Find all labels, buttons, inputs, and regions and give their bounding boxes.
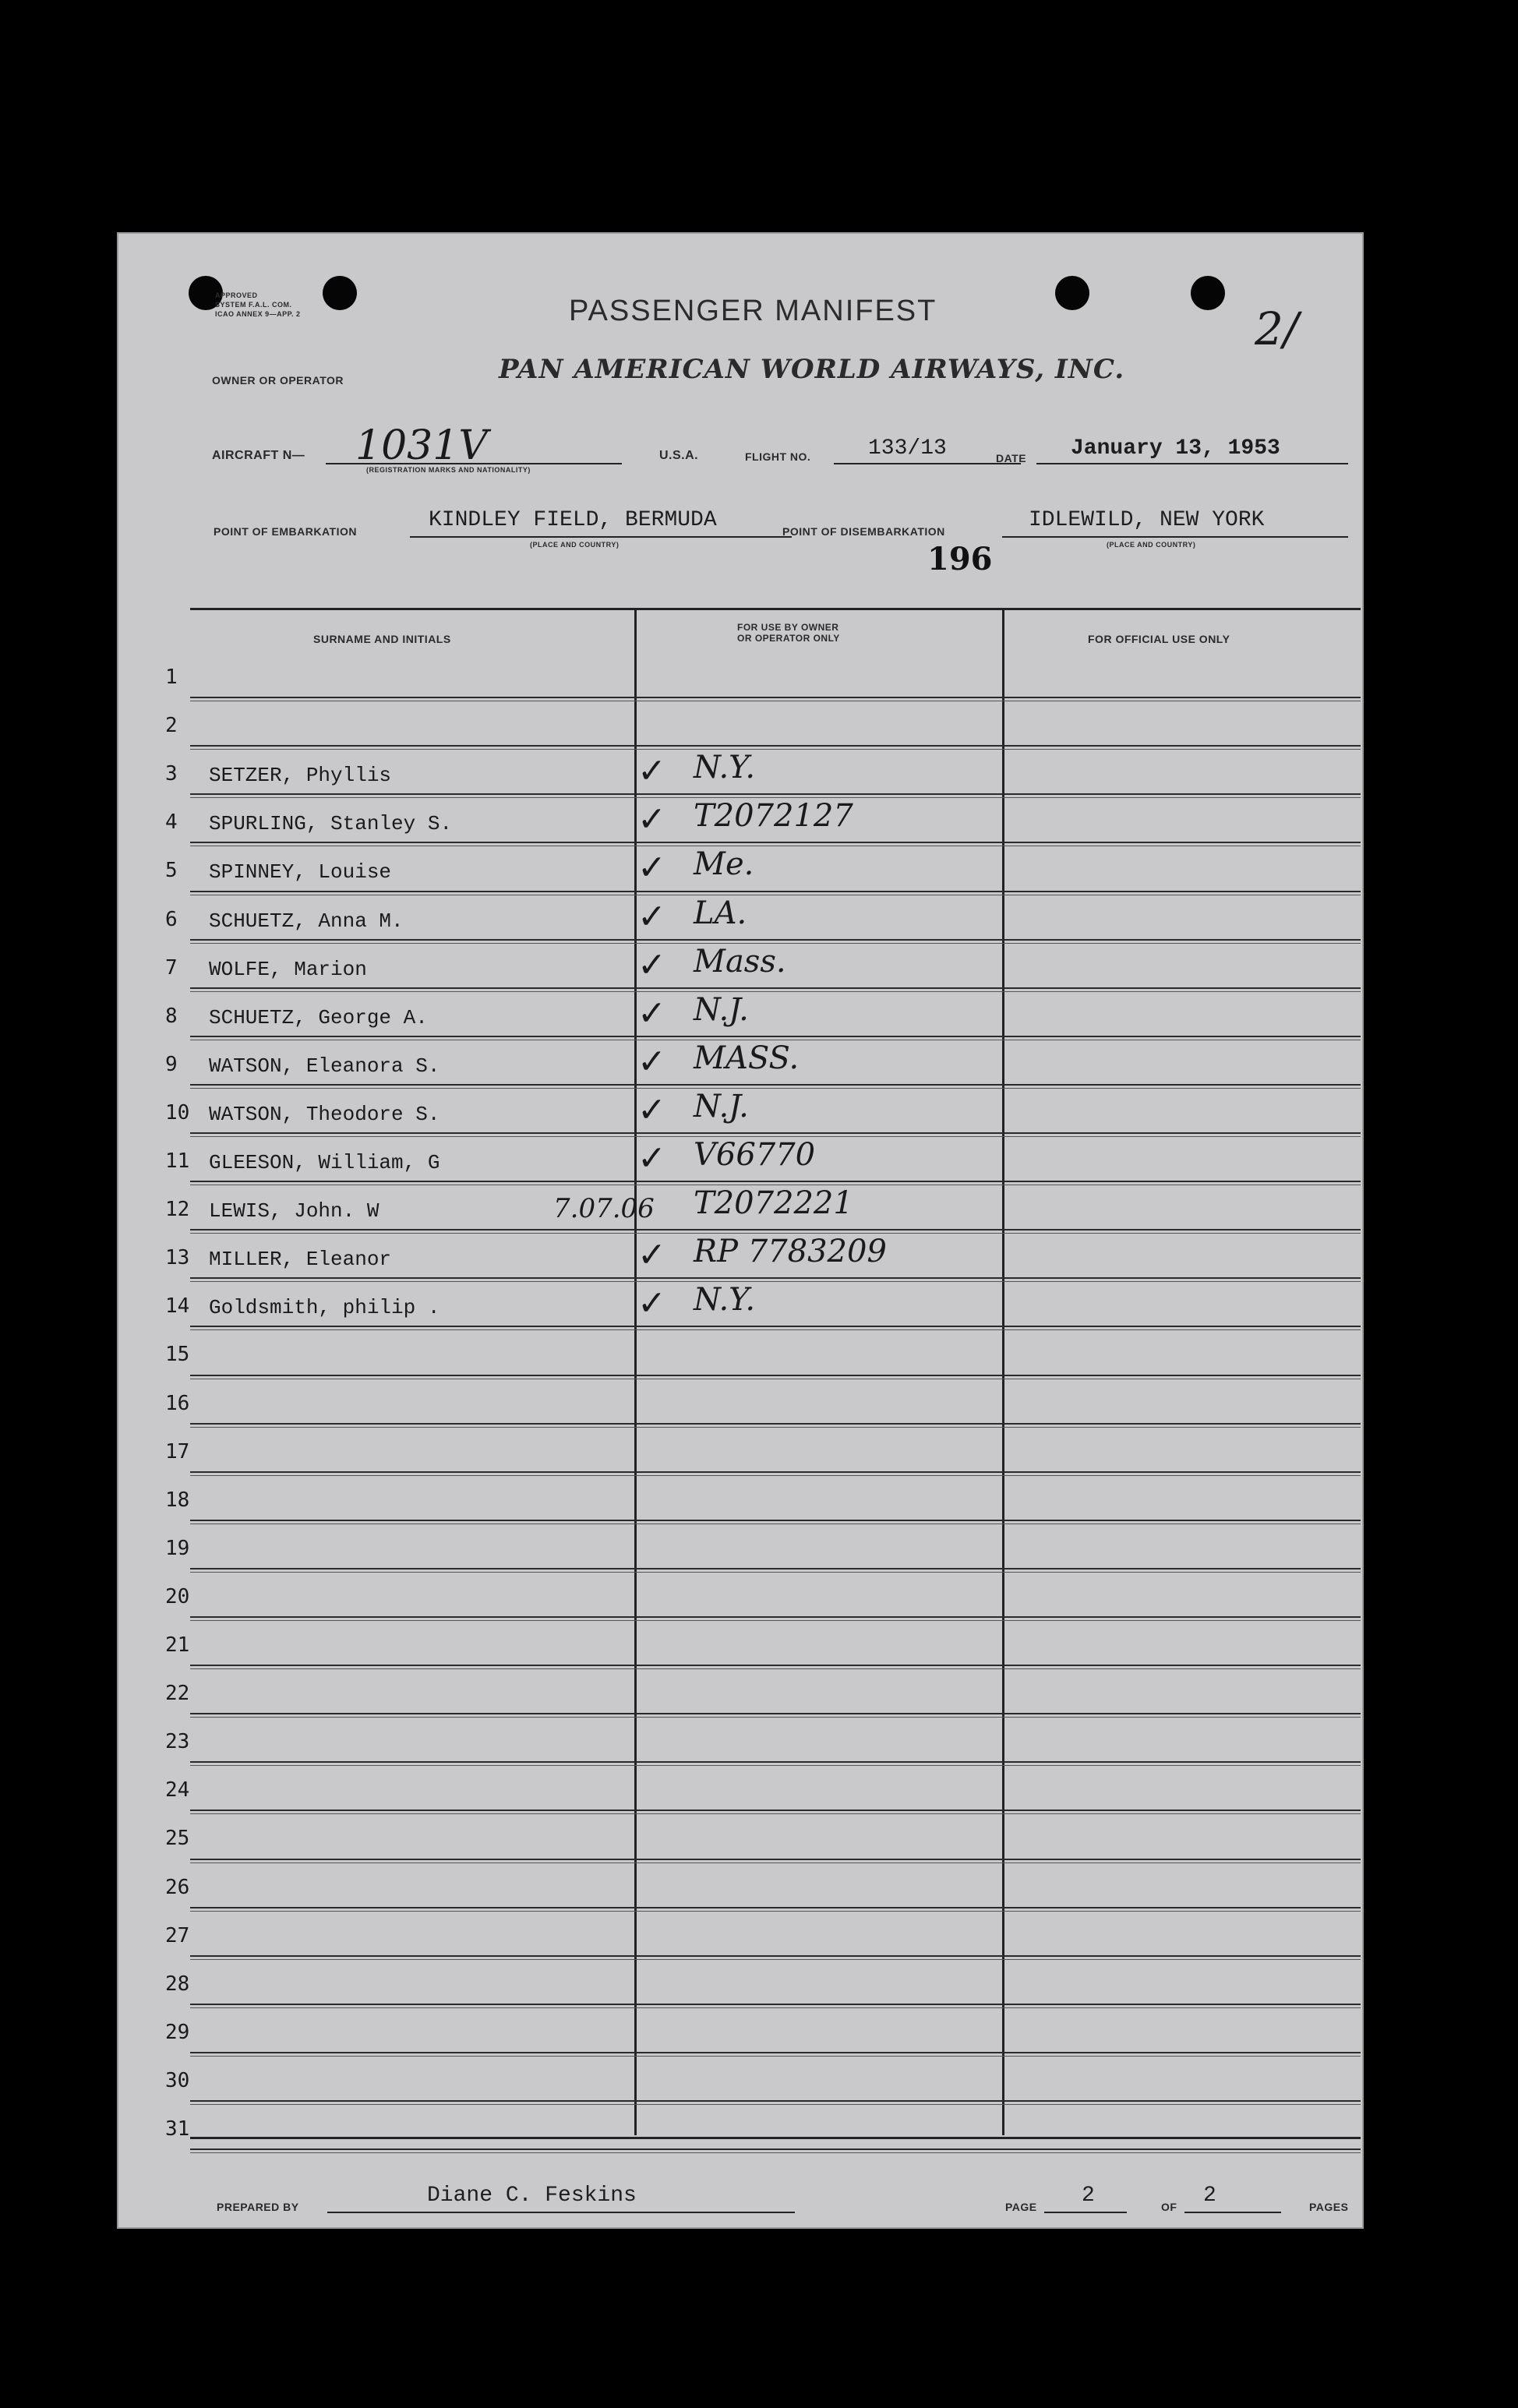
column-header-owner-2: OR OPERATOR ONLY <box>737 633 840 644</box>
page-label: PAGE <box>1005 2201 1037 2213</box>
check-mark: ✓ <box>637 800 666 840</box>
embarkation-underline <box>410 536 792 538</box>
row-rule <box>190 842 1361 843</box>
row-rule <box>190 1375 1361 1376</box>
operator-note: T2072221 <box>694 1185 853 1222</box>
row-rule <box>190 1810 1361 1811</box>
page-underline <box>1044 2212 1127 2213</box>
row-rule-thin <box>190 1620 1361 1621</box>
punch-hole <box>1055 276 1089 310</box>
column-header-surname: SURNAME AND INITIALS <box>313 633 451 645</box>
row-rule-thin <box>190 1572 1361 1573</box>
row-rule <box>190 1132 1361 1134</box>
row-number: 26 <box>165 1875 190 1899</box>
passenger-name: LEWIS, John. W <box>209 1199 380 1223</box>
of-label: OF <box>1161 2201 1177 2213</box>
row-rule <box>190 1955 1361 1957</box>
of-underline <box>1184 2212 1281 2213</box>
row-rule-thin <box>190 1717 1361 1718</box>
aircraft-label: AIRCRAFT N— <box>212 449 305 462</box>
passenger-name: WATSON, Eleanora S. <box>209 1054 440 1078</box>
row-rule <box>190 1036 1361 1037</box>
row-number: 28 <box>165 1972 190 1996</box>
date-label: DATE <box>996 452 1027 464</box>
prepared-value: Diane C. Feskins <box>427 2184 637 2208</box>
row-number: 23 <box>165 1730 190 1754</box>
embarkation-note: (PLACE AND COUNTRY) <box>530 541 620 549</box>
passenger-name: SETZER, Phyllis <box>209 764 392 788</box>
row-rule <box>190 987 1361 989</box>
flight-value: 133/13 <box>868 436 947 461</box>
row-rule-thin <box>190 2152 1361 2153</box>
operator-note: N.J. <box>694 991 749 1028</box>
row-number: 2 <box>165 714 178 738</box>
row-rule-thin <box>190 749 1361 750</box>
row-number: 25 <box>165 1827 190 1851</box>
table-top-rule <box>190 608 1361 610</box>
row-rule-thin <box>190 1088 1361 1089</box>
registration-note: (REGISTRATION MARKS AND NATIONALITY) <box>366 466 531 474</box>
row-rule <box>190 1665 1361 1666</box>
passenger-name: Goldsmith, philip . <box>209 1296 440 1320</box>
row-rule <box>190 1616 1361 1618</box>
row-number: 15 <box>165 1343 190 1367</box>
prepared-label: PREPARED BY <box>217 2201 299 2213</box>
row-number: 11 <box>165 1149 190 1173</box>
row-rule-thin <box>190 991 1361 992</box>
approval-line: ICAO ANNEX 9—APP. 2 <box>215 310 301 318</box>
row-rule <box>190 2052 1361 2053</box>
row-rule <box>190 1084 1361 1086</box>
date-underline <box>1036 463 1348 464</box>
row-rule <box>190 745 1361 747</box>
row-number: 4 <box>165 810 178 835</box>
flight-underline <box>834 463 1021 464</box>
operator-note: RP 7783209 <box>694 1234 887 1270</box>
row-number: 18 <box>165 1488 190 1512</box>
check-mark: ✓ <box>637 944 666 985</box>
row-number: 24 <box>165 1778 190 1802</box>
embarkation-value: KINDLEY FIELD, BERMUDA <box>429 508 717 532</box>
date-value: January 13, 1953 <box>1071 436 1280 461</box>
check-mark: ✓ <box>637 751 666 792</box>
operator-note: Mass. <box>694 943 786 980</box>
row-rule-thin <box>190 1281 1361 1282</box>
pages-label: PAGES <box>1309 2201 1349 2213</box>
disembarkation-note: (PLACE AND COUNTRY) <box>1107 541 1196 549</box>
operator-note: N.Y. <box>694 1282 756 1319</box>
embarkation-label: POINT OF EMBARKATION <box>214 525 357 538</box>
operator-note: V66770 <box>694 1137 816 1173</box>
check-mark: 7.07.06 <box>553 1193 655 1225</box>
row-number: 22 <box>165 1682 190 1706</box>
approval-line: SYSTEM F.A.L. COM. <box>215 301 292 309</box>
disembarkation-label: POINT OF DISEMBARKATION <box>782 525 945 538</box>
row-rule <box>190 1761 1361 1763</box>
row-rule-thin <box>190 2056 1361 2057</box>
disembarkation-underline <box>1002 536 1348 538</box>
operator-note: LA. <box>694 895 747 931</box>
passenger-name: SCHUETZ, George A. <box>209 1005 428 1029</box>
corner-page-mark: 2/ <box>1255 302 1299 355</box>
row-rule-thin <box>190 1475 1361 1476</box>
punch-hole <box>323 276 357 310</box>
row-number: 21 <box>165 1633 190 1657</box>
row-number: 9 <box>165 1052 178 1076</box>
row-number: 14 <box>165 1294 190 1319</box>
row-rule-thin <box>190 2104 1361 2105</box>
row-number: 10 <box>165 1100 190 1125</box>
row-rule-thin <box>190 1765 1361 1766</box>
column-header-official: FOR OFFICIAL USE ONLY <box>1088 633 1230 645</box>
row-rule-thin <box>190 1911 1361 1912</box>
operator-note: N.Y. <box>694 750 756 786</box>
operator-note: T2072127 <box>694 798 853 835</box>
row-rule <box>190 1713 1361 1714</box>
row-number: 29 <box>165 2020 190 2044</box>
check-mark: ✓ <box>637 1041 666 1082</box>
row-number: 1 <box>165 666 178 689</box>
row-rule-thin <box>190 1329 1361 1330</box>
row-rule <box>190 1229 1361 1230</box>
row-number: 16 <box>165 1391 190 1415</box>
punch-hole <box>1191 276 1225 310</box>
row-rule <box>190 2100 1361 2102</box>
row-rule <box>190 1181 1361 1182</box>
operator-note: Me. <box>694 846 754 883</box>
row-number: 7 <box>165 955 178 980</box>
passenger-name: SCHUETZ, Anna M. <box>209 909 404 933</box>
column-header-owner-1: FOR USE BY OWNER <box>737 622 839 633</box>
row-rule-thin <box>190 1668 1361 1669</box>
row-number: 30 <box>165 2068 190 2092</box>
of-value: 2 <box>1203 2184 1216 2208</box>
operator-note: MASS. <box>694 1040 800 1076</box>
row-rule <box>190 1326 1361 1327</box>
row-number: 6 <box>165 907 178 931</box>
page-value: 2 <box>1082 2184 1095 2208</box>
flight-label: FLIGHT NO. <box>745 450 811 463</box>
row-number: 19 <box>165 1536 190 1560</box>
row-rule-thin <box>190 1959 1361 1960</box>
row-rule-thin <box>190 2007 1361 2008</box>
row-number: 5 <box>165 859 178 883</box>
check-mark: ✓ <box>637 1235 666 1276</box>
prepared-underline <box>327 2212 795 2213</box>
usa-label: U.S.A. <box>659 449 699 462</box>
approval-line: APPROVED <box>215 291 258 299</box>
row-rule <box>190 1907 1361 1908</box>
passenger-name: SPURLING, Stanley S. <box>209 812 453 836</box>
check-mark: ✓ <box>637 1139 666 1178</box>
check-mark: ✓ <box>637 896 666 937</box>
row-rule <box>190 1568 1361 1569</box>
passenger-name: SPINNEY, Louise <box>209 860 392 884</box>
row-rule <box>190 1859 1361 1860</box>
row-rule <box>190 2004 1361 2005</box>
row-rule-thin <box>190 1427 1361 1428</box>
row-rule-thin <box>190 1862 1361 1863</box>
stamp-number: 196 <box>927 541 993 577</box>
check-mark: ✓ <box>637 1089 666 1130</box>
row-rule <box>190 697 1361 698</box>
table-bottom-rule <box>190 2137 1361 2139</box>
passenger-name: WOLFE, Marion <box>209 957 367 981</box>
row-rule-thin <box>190 1813 1361 1814</box>
disembarkation-value: IDLEWILD, NEW YORK <box>1029 508 1265 532</box>
manifest-sheet <box>117 232 1364 2229</box>
check-mark: ✓ <box>637 993 666 1033</box>
row-number: 27 <box>165 1923 190 1947</box>
operator-note: N.J. <box>694 1088 749 1125</box>
operator-name: PAN AMERICAN WORLD AIRWAYS, INC. <box>499 354 1125 385</box>
row-rule <box>190 939 1361 941</box>
operator-label: OWNER OR OPERATOR <box>212 374 344 387</box>
row-number: 20 <box>165 1584 190 1608</box>
row-rule <box>190 891 1361 892</box>
passenger-name: MILLER, Eleanor <box>209 1248 392 1272</box>
row-number: 8 <box>165 1004 178 1028</box>
row-number: 3 <box>165 762 178 786</box>
passenger-name: WATSON, Theodore S. <box>209 1102 440 1126</box>
check-mark: ✓ <box>637 848 666 888</box>
passenger-name: GLEESON, William, G <box>209 1151 440 1174</box>
row-number: 12 <box>165 1198 190 1222</box>
row-rule <box>190 1277 1361 1279</box>
row-rule <box>190 1520 1361 1521</box>
row-rule <box>190 793 1361 795</box>
row-rule <box>190 1471 1361 1473</box>
row-number: 13 <box>165 1246 190 1270</box>
check-mark: ✓ <box>637 1283 666 1324</box>
row-number: 17 <box>165 1439 190 1464</box>
row-number: 31 <box>165 2117 190 2141</box>
row-rule <box>190 1423 1361 1425</box>
aircraft-value: 1031V <box>355 422 488 469</box>
row-rule <box>190 2148 1361 2150</box>
form-title: PASSENGER MANIFEST <box>569 295 937 327</box>
